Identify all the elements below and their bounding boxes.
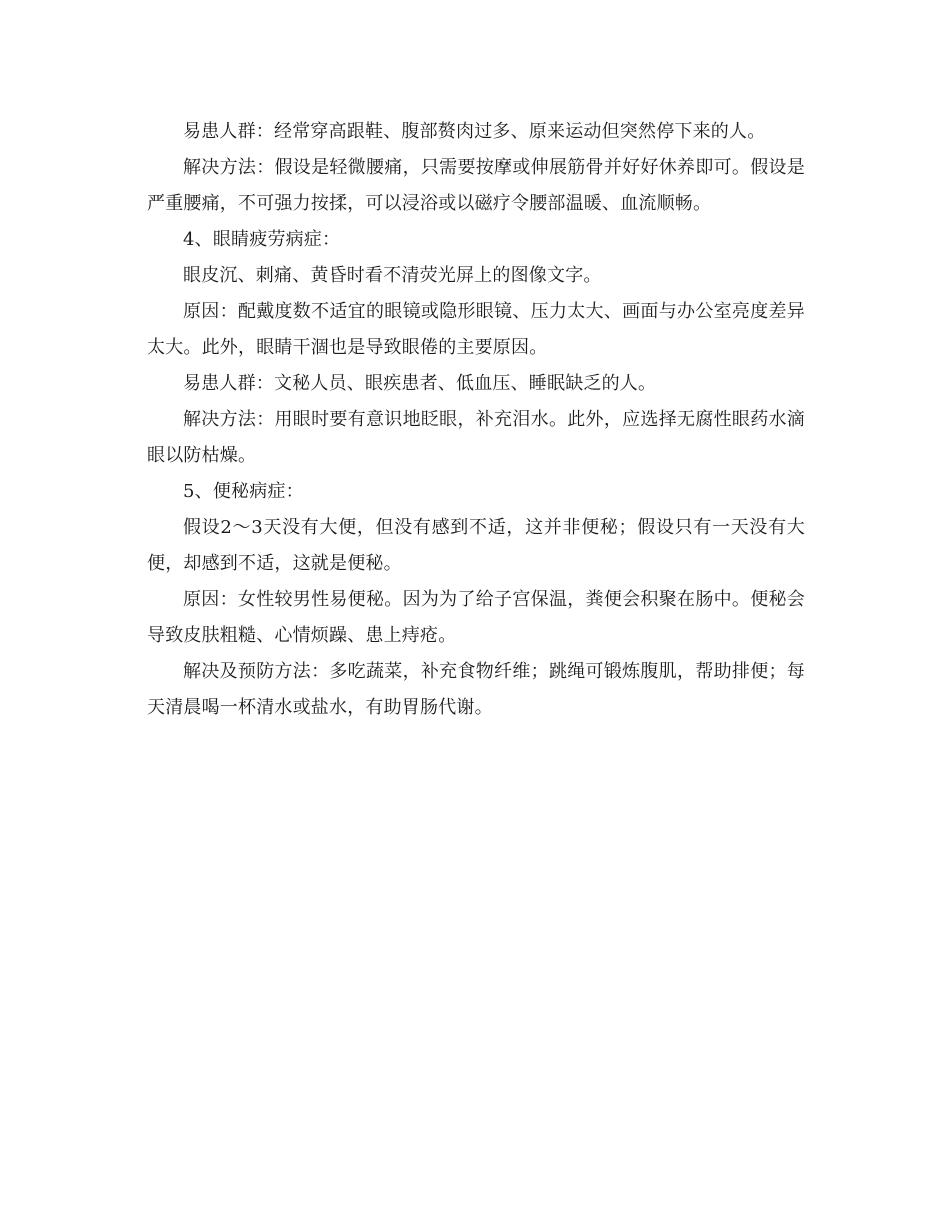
- paragraph-solution-back: 解决方法：假设是轻微腰痛，只需要按摩或伸展筋骨并好好休养即可。假设是严重腰痛，不可强力按揉，可以浸浴或以磁疗令腰部温暖、血流顺畅。: [147, 157, 805, 214]
- document-body: [147, 114, 805, 726]
- paragraph-susceptible-groups-back: 易患人群：经常穿高跟鞋、腹部赘肉过多、原来运动但突然停下来的人。: [183, 121, 766, 142]
- paragraph-constipation-causes: 原因：女性较男性易便秘。因为为了给子宫保温，粪便会积聚在肠中。便秘会导致皮肤粗糙、心情烦躁、患上痔疮。: [147, 589, 805, 646]
- paragraph-constipation-definition: 假设2～3天没有大便，但没有感到不适，这并非便秘；假设只有一天没有大便，却感到不适，这就是便秘。: [147, 517, 805, 574]
- paragraph-solution-eye: 解决方法：用眼时要有意识地眨眼，补充泪水。此外，应选择无腐性眼药水滴眼以防枯燥。: [147, 409, 805, 466]
- paragraph-susceptible-groups-eye: 易患人群：文秘人员、眼疾患者、低血压、睡眠缺乏的人。: [183, 373, 657, 394]
- section-heading-constipation: 5、便秘病症：: [183, 481, 304, 502]
- section-heading-eye-fatigue: 4、眼睛疲劳病症：: [183, 229, 341, 250]
- paragraph-eye-causes: 原因：配戴度数不适宜的眼镜或隐形眼镜、压力太大、画面与办公室亮度差异太大。此外，眼睛干涸也是导致眼倦的主要原因。: [147, 301, 805, 358]
- paragraph-constipation-solution: 解决及预防方法：多吃蔬菜，补充食物纤维；跳绳可锻炼腹肌，帮助排便；每天清晨喝一杯清水或盐水，有助胃肠代谢。: [147, 661, 805, 718]
- paragraph-eye-symptoms: 眼皮沉、刺痛、黄昏时看不清荧光屏上的图像文字。: [183, 265, 602, 286]
